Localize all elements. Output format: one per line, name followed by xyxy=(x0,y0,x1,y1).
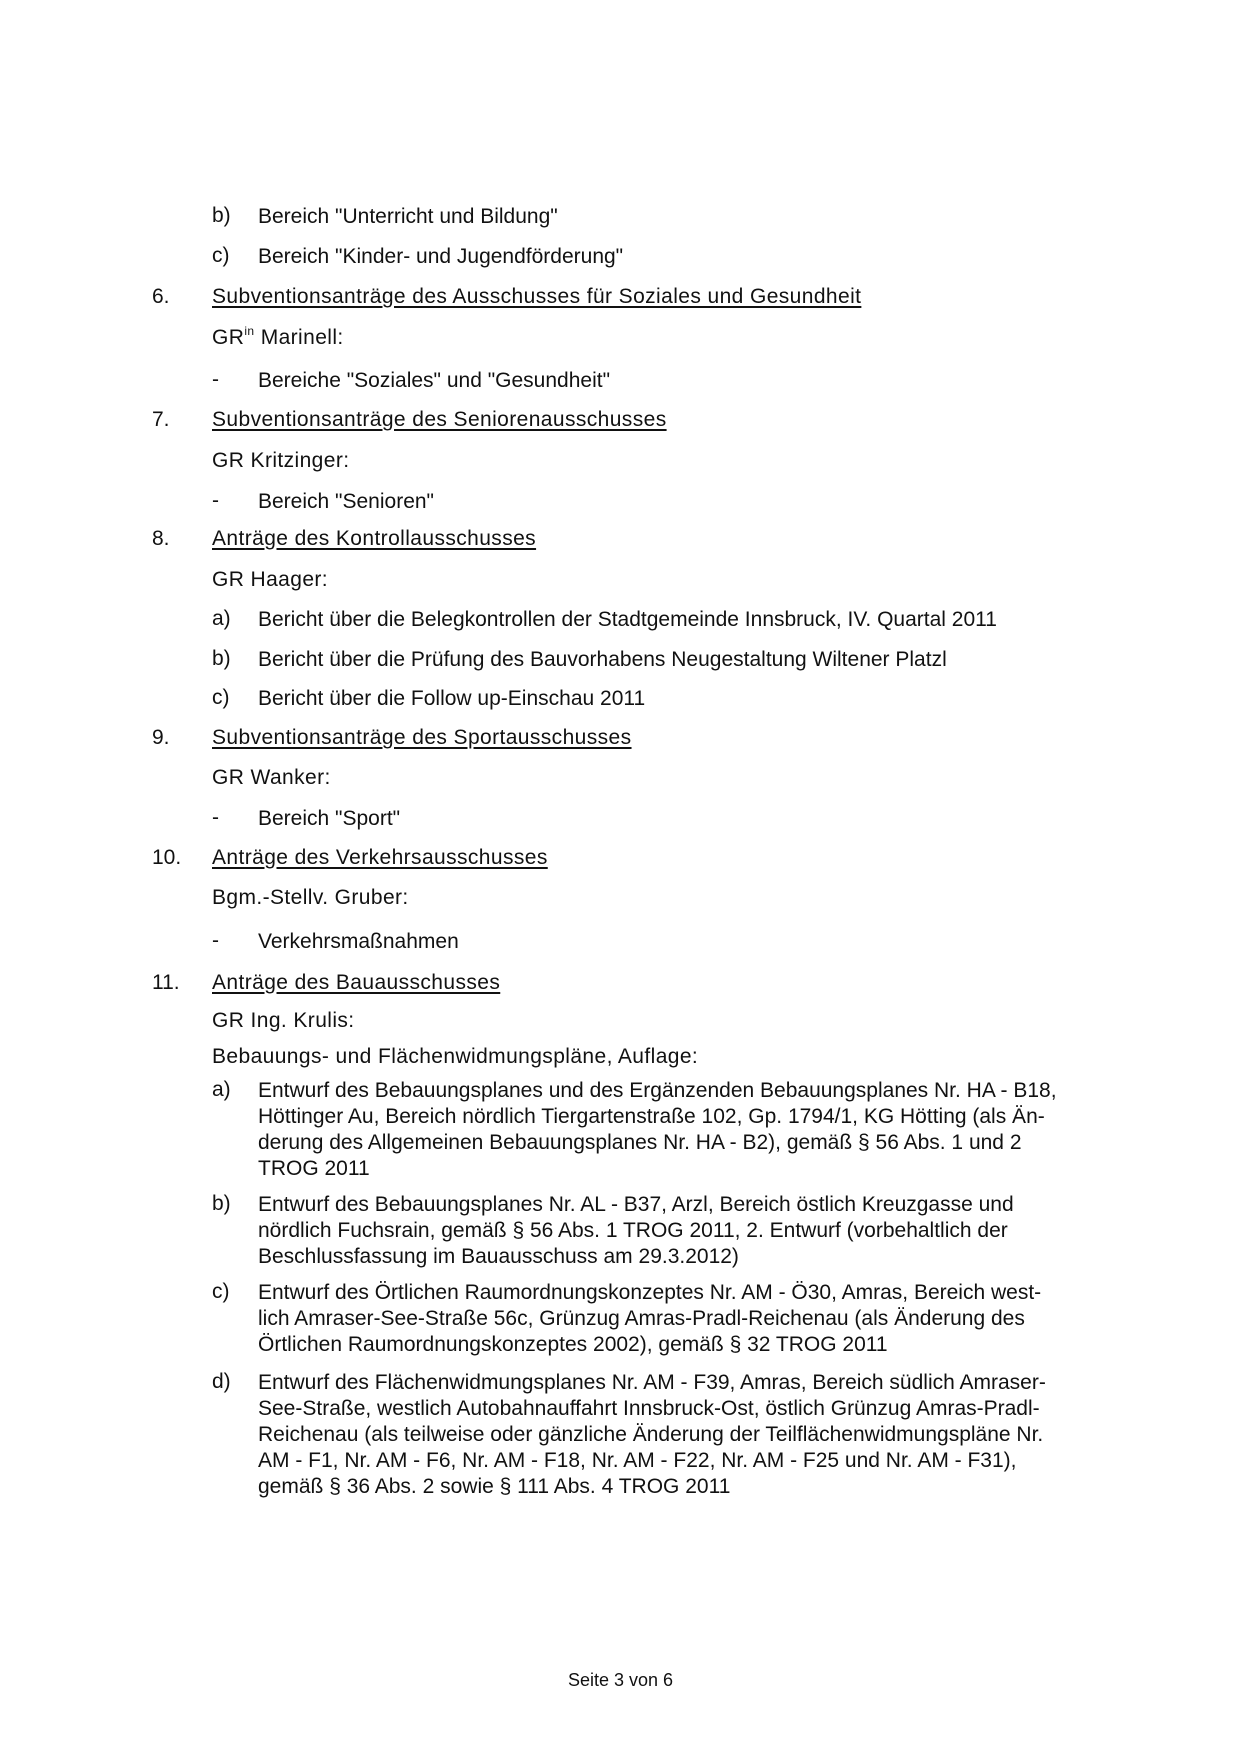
item-marker: - xyxy=(212,489,219,512)
item-marker: c) xyxy=(212,1280,230,1303)
item-text xyxy=(258,1192,1138,1270)
section-title: Anträge des Verkehrsausschusses xyxy=(212,846,548,869)
item-line: See-Straße, westlich Autobahnauffahrt Innsbruck-Ost, östlich Grünzug Amras-Pradl- xyxy=(258,1397,1040,1420)
item-marker: c) xyxy=(212,686,230,709)
page-footer: Seite 3 von 6 xyxy=(567,1670,674,1690)
item-text xyxy=(258,1370,1138,1500)
item-line: Höttinger Au, Bereich nördlich Tiergartenstraße 102, Gp. 1794/1, KG Hötting (als Än- xyxy=(258,1105,1045,1128)
item-marker: b) xyxy=(212,1192,231,1215)
item-text: Bereich "Unterricht und Bildung" xyxy=(258,205,558,228)
item-line: gemäß § 36 Abs. 2 sowie § 111 Abs. 4 TROG 2011 xyxy=(258,1475,731,1498)
item-line: TROG 2011 xyxy=(258,1157,370,1180)
section-number: 11. xyxy=(152,971,180,994)
section-title: Anträge des Bauausschusses xyxy=(212,971,501,994)
item-marker: c) xyxy=(212,244,230,267)
presenter-name: GR Wanker: xyxy=(212,766,331,789)
section-number: 6. xyxy=(152,285,170,308)
item-line: Entwurf des Flächenwidmungsplanes Nr. AM - F39, Amras, Bereich südlich Amraser- xyxy=(258,1371,1046,1394)
section-number: 7. xyxy=(152,408,170,431)
presenter-superscript: in xyxy=(244,324,255,338)
presenter-name: GR Kritzinger: xyxy=(212,449,350,472)
subheading-text: Bebauungs- und Flächenwidmungspläne, Auflage: xyxy=(212,1045,699,1068)
item-text: Bericht über die Belegkontrollen der Stadtgemeinde Innsbruck, IV. Quartal 2011 xyxy=(258,608,997,631)
section-title: Subventionsanträge des Sportausschusses xyxy=(212,726,632,749)
presenter-name: Marinell: xyxy=(254,326,344,349)
item-marker: d) xyxy=(212,1370,231,1393)
item-marker: b) xyxy=(212,647,231,670)
item-text xyxy=(258,1280,1138,1358)
item-marker: b) xyxy=(212,204,231,227)
section-title: Subventionsanträge des Seniorenausschusses xyxy=(212,408,667,431)
item-marker: - xyxy=(212,806,219,829)
item-line: Entwurf des Bebauungsplanes Nr. AL - B37, Arzl, Bereich östlich Kreuzgasse und xyxy=(258,1193,1014,1216)
item-line: Entwurf des Örtlichen Raumordnungskonzeptes Nr. AM - Ö30, Amras, Bereich west- xyxy=(258,1281,1042,1304)
section-title: Subventionsanträge des Ausschusses für Soziales und Gesundheit xyxy=(212,285,862,308)
item-line: nördlich Fuchsrain, gemäß § 56 Abs. 1 TROG 2011, 2. Entwurf (vorbehaltlich der xyxy=(258,1219,1008,1242)
item-line: lich Amraser-See-Straße 56c, Grünzug Amras-Pradl-Reichenau (als Änderung des xyxy=(258,1307,1025,1330)
item-text xyxy=(258,1078,1138,1182)
item-text: Verkehrsmaßnahmen xyxy=(258,930,459,953)
item-line: derung des Allgemeinen Bebauungsplanes Nr. HA - B2), gemäß § 56 Abs. 1 und 2 xyxy=(258,1131,1022,1154)
presenter-name: GR Haager: xyxy=(212,568,329,591)
item-marker: - xyxy=(212,368,219,391)
item-marker: a) xyxy=(212,1078,231,1101)
item-line: AM - F1, Nr. AM - F6, Nr. AM - F18, Nr. AM - F22, Nr. AM - F25 und Nr. AM - F31), xyxy=(258,1449,1017,1472)
item-line: Reichenau (als teilweise oder gänzliche Änderung der Teilflächenwidmungspläne Nr. xyxy=(258,1423,1044,1446)
item-text: Bericht über die Prüfung des Bauvorhabens Neugestaltung Wiltener Platzl xyxy=(258,648,947,671)
item-marker: a) xyxy=(212,607,231,630)
item-line: Entwurf des Bebauungsplanes und des Ergänzenden Bebauungsplanes Nr. HA - B18, xyxy=(258,1079,1057,1102)
presenter-name: GR Ing. Krulis: xyxy=(212,1009,355,1032)
section-number: 10. xyxy=(152,846,182,869)
section-number: 8. xyxy=(152,527,170,550)
section-title: Anträge des Kontrollausschusses xyxy=(212,527,537,550)
presenter-prefix: GR xyxy=(212,326,245,349)
item-line: Beschlussfassung im Bauausschuss am 29.3.2012) xyxy=(258,1245,739,1268)
item-text: Bereich "Senioren" xyxy=(258,490,435,513)
item-line: Örtlichen Raumordnungskonzeptes 2002), gemäß § 32 TROG 2011 xyxy=(258,1333,888,1356)
section-number: 9. xyxy=(152,726,170,749)
item-text: Bereich "Kinder- und Jugendförderung" xyxy=(258,245,624,268)
item-marker: - xyxy=(212,929,219,952)
item-text: Bericht über die Follow up-Einschau 2011 xyxy=(258,687,646,710)
item-text: Bereiche "Soziales" und "Gesundheit" xyxy=(258,369,611,392)
item-text: Bereich "Sport" xyxy=(258,807,401,830)
presenter-name: Bgm.-Stellv. Gruber: xyxy=(212,886,409,909)
